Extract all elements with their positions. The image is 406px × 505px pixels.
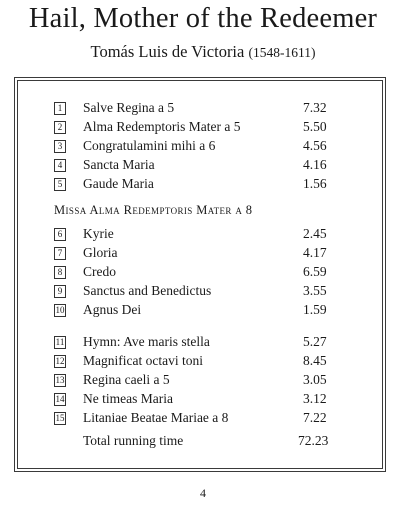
track-number: 4 [54,159,66,172]
track-title: Congratulamini mihi a 6 [83,138,216,153]
total-running-time-value: 72.23 [298,433,329,448]
total-running-time-label: Total running time [83,433,184,448]
track-time: 8.45 [303,353,327,368]
track-number: 8 [54,266,66,279]
track-number: 5 [54,178,66,191]
track-time: 5.27 [303,334,327,349]
track-title: Sanctus and Benedictus [83,283,212,298]
page-number: 4 [200,486,206,500]
track-title: Alma Redemptoris Mater a 5 [83,119,241,134]
track-row [18,263,384,281]
track-number: 2 [54,121,66,134]
track-number: 1 [54,102,66,115]
track-time: 3.05 [303,372,327,387]
track-title: Hymn: Ave maris stella [83,334,210,349]
track-row [18,156,384,174]
track-title: Magnificat octavi toni [83,353,203,368]
composer-name: Tomás Luis de Victoria [90,42,245,61]
track-title: Kyrie [83,226,114,241]
composer-dates: (1548-1611) [248,45,316,60]
track-time: 2.45 [303,226,327,241]
track-list-inner-border [17,80,383,469]
track-number: 13 [55,375,65,385]
track-title: Regina caeli a 5 [83,372,170,387]
track-row [18,118,384,136]
track-row [18,333,384,351]
track-title: Litaniae Beatae Mariae a 8 [83,410,229,425]
track-row [18,137,384,155]
track-time: 6.59 [303,264,327,279]
track-number: 10 [55,305,65,315]
track-title: Gloria [83,245,118,260]
track-row [18,244,384,262]
track-title: Salve Regina a 5 [83,100,175,115]
track-time: 4.56 [303,138,327,153]
track-number: 3 [54,140,66,153]
page-title: Hail, Mother of the Redeemer [28,3,378,34]
track-row [18,282,384,300]
track-number: 11 [55,337,65,347]
track-time: 1.59 [303,302,327,317]
track-time: 4.16 [303,157,327,172]
track-row [18,225,384,243]
track-row [18,175,384,193]
track-time: 7.22 [303,410,327,425]
track-title: Sancta Maria [83,157,155,172]
track-row [18,352,384,370]
track-time: 4.17 [303,245,327,260]
section-heading: Missa Alma Redemptoris Mater a 8 [54,203,253,217]
track-number: 14 [55,394,65,404]
track-number: 7 [54,247,66,260]
track-title: Credo [83,264,116,279]
track-title: Ne timeas Maria [83,391,173,406]
track-number: 15 [55,413,65,423]
track-time: 7.32 [303,100,327,115]
track-list-box [14,77,386,472]
track-row [18,301,384,319]
track-row [18,99,384,117]
track-time: 3.55 [303,283,327,298]
track-title: Gaude Maria [83,176,154,191]
track-time: 5.50 [303,119,327,134]
track-title: Agnus Dei [83,302,142,317]
track-number: 12 [55,356,65,366]
track-row [18,371,384,389]
track-row [18,390,384,408]
composer-line [0,42,406,62]
track-row [18,409,384,427]
track-time: 1.56 [303,176,327,191]
track-time: 3.12 [303,391,327,406]
track-number: 6 [54,228,66,241]
track-number: 9 [54,285,66,298]
